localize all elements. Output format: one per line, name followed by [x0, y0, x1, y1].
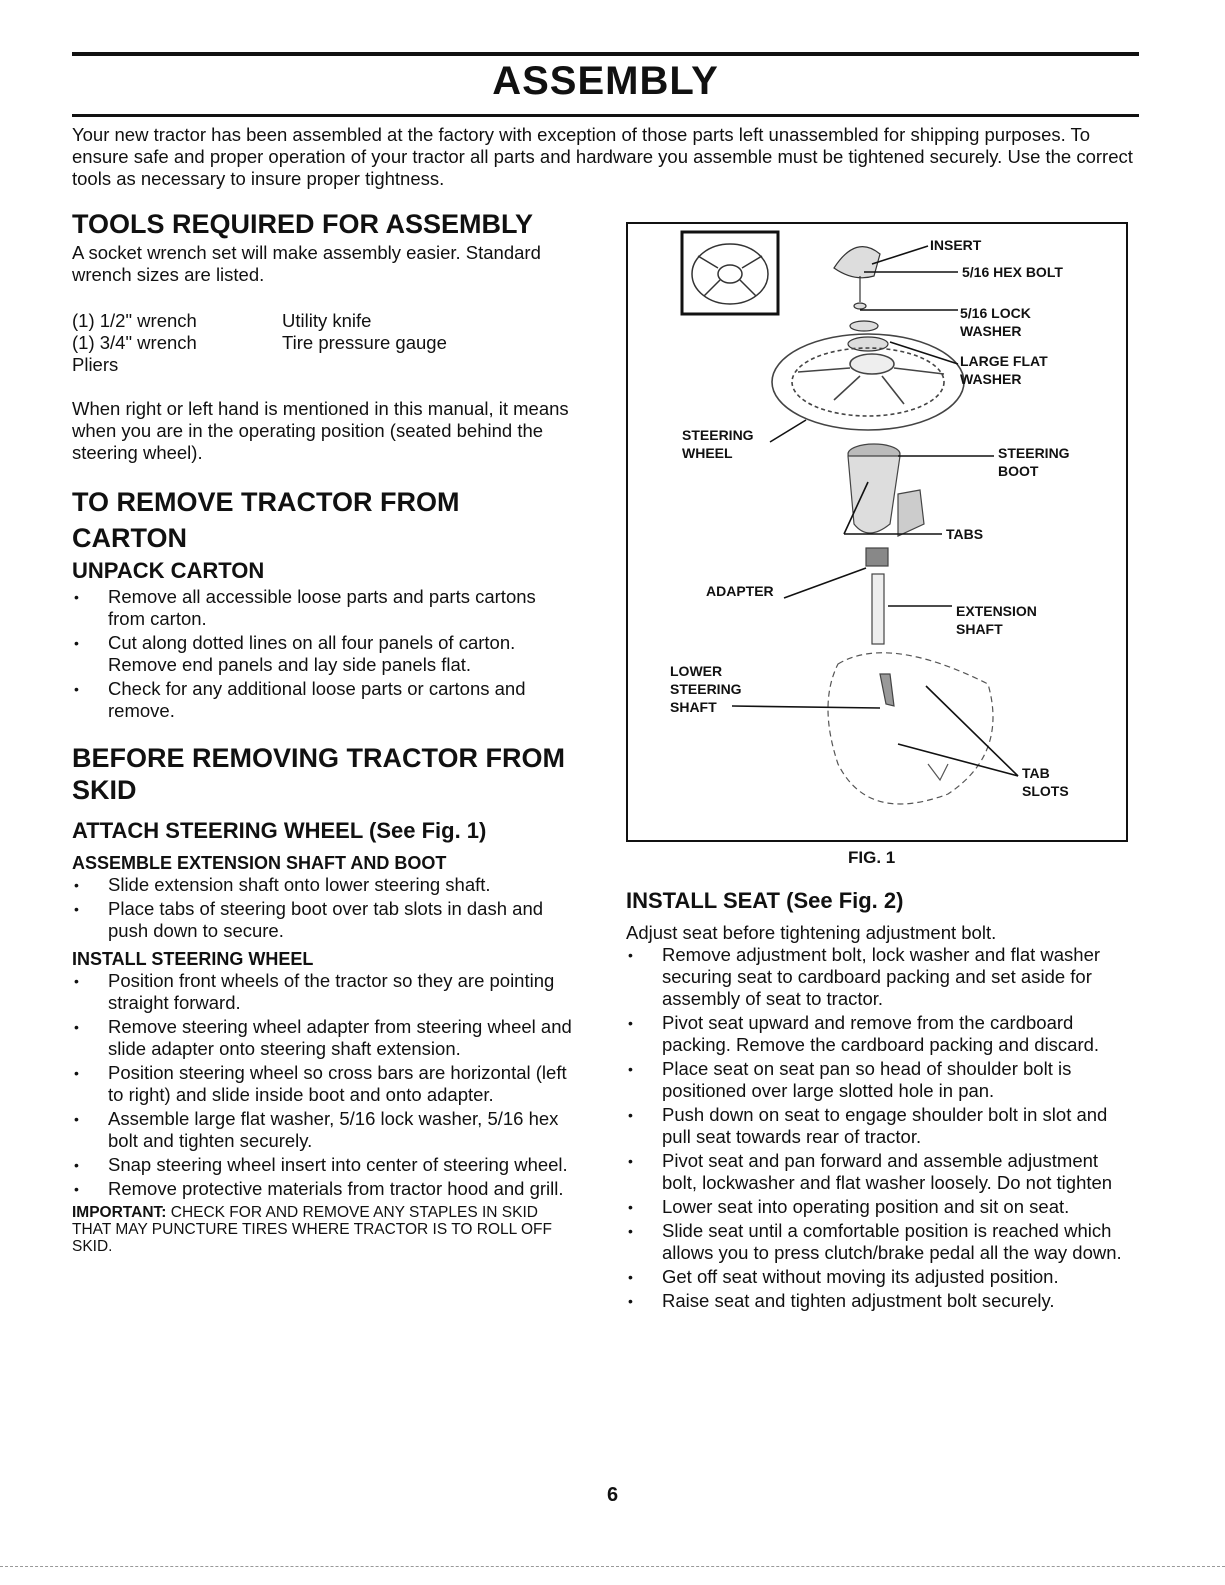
- tool-item: (1) 3/4" wrench: [72, 332, 197, 353]
- tool-item: Tire pressure gauge: [282, 332, 447, 353]
- label-steering-boot-1: STEERING: [998, 445, 1070, 461]
- shaft-list: [72, 874, 574, 942]
- top-rule: [72, 52, 1139, 56]
- inset-wheel-icon: [692, 244, 768, 304]
- wheel-heading: INSTALL STEERING WHEEL: [72, 949, 314, 969]
- tools-list: [72, 310, 574, 376]
- list-item: • Raise seat and tighten adjustment bolt securely.: [626, 1290, 1138, 1312]
- figure-1: [626, 222, 1128, 842]
- right-column: [626, 888, 1138, 1314]
- label-lower-shaft-1: LOWER: [670, 663, 723, 679]
- label-flat-washer-1: LARGE FLAT: [960, 353, 1048, 369]
- label-extension-shaft-1: EXTENSION: [956, 603, 1037, 619]
- steering-wheel-part: [772, 334, 964, 430]
- label-steering-wheel-1: STEERING: [682, 427, 754, 443]
- label-adapter: ADAPTER: [706, 583, 774, 599]
- attach-heading: ATTACH STEERING WHEEL (See Fig. 1): [72, 818, 487, 843]
- figure-caption: FIG. 1: [848, 848, 896, 867]
- label-flat-washer-2: WASHER: [960, 371, 1022, 387]
- page-number: 6: [606, 1484, 619, 1506]
- list-item: • Position front wheels of the tractor so they are pointing straight forward.: [72, 970, 574, 1014]
- list-item: • Push down on seat to engage shoulder bolt in slot and pull seat towards rear of tractor.: [626, 1104, 1138, 1148]
- hand-note: When right or left hand is mentioned in this manual, it means when you are in the operating position (seated behind the steering wheel).: [72, 398, 569, 463]
- wheel-list: [72, 970, 574, 1200]
- tool-item: [282, 354, 574, 376]
- before-heading: BEFORE REMOVING TRACTOR FROM SKID: [72, 743, 566, 805]
- label-steering-wheel-2: WHEEL: [682, 445, 733, 461]
- label-lower-shaft-3: SHAFT: [670, 699, 717, 715]
- list-item: • Get off seat without moving its adjusted position.: [626, 1266, 1138, 1288]
- label-steering-boot-2: BOOT: [998, 463, 1039, 479]
- extension-shaft-part: [866, 548, 894, 706]
- tool-item: Pliers: [72, 354, 119, 375]
- list-item: • Check for any additional loose parts or cartons and remove.: [72, 678, 574, 722]
- list-item: • Pivot seat upward and remove from the cardboard packing. Remove the cardboard packing and discard.: [626, 1012, 1138, 1056]
- steering-assembly-diagram: [628, 224, 1126, 840]
- scan-edge: [0, 1566, 1225, 1567]
- list-item: • Cut along dotted lines on all four panels of carton. Remove end panels and lay side panels flat.: [72, 632, 574, 676]
- title-rule: [72, 114, 1139, 117]
- shaft-heading: ASSEMBLE EXTENSION SHAFT AND BOOT: [72, 853, 447, 873]
- steering-boot-part: [848, 444, 924, 536]
- label-tab-slots-1: TAB: [1022, 765, 1050, 781]
- label-extension-shaft-2: SHAFT: [956, 621, 1003, 637]
- unpack-heading: UNPACK CARTON: [72, 558, 265, 583]
- list-item: • Assemble large flat washer, 5/16 lock washer, 5/16 hex bolt and tighten securely.: [72, 1108, 574, 1152]
- list-item: • Position steering wheel so cross bars are horizontal (left to right) and slide inside boot and onto adapter.: [72, 1062, 574, 1106]
- intro-paragraph: Your new tractor has been assembled at the factory with exception of those parts left unassembled for shipping purposes. To ensure safe and proper operation of your tractor all parts and hardware you assemble must be tightened securely. Use the correct tools as necessary to insure proper tightness.: [72, 124, 1133, 189]
- tool-item: Utility knife: [282, 310, 372, 331]
- list-item: • Place seat on seat pan so head of shoulder bolt is positioned over large slotted hole in pan.: [626, 1058, 1138, 1102]
- list-item: • Lower seat into operating position and sit on seat.: [626, 1196, 1138, 1218]
- unpack-list: [72, 586, 574, 722]
- page-title: ASSEMBLY: [492, 59, 719, 103]
- label-lower-shaft-2: STEERING: [670, 681, 742, 697]
- important-label: IMPORTANT:: [72, 1204, 167, 1221]
- seat-heading: INSTALL SEAT (See Fig. 2): [626, 888, 904, 913]
- label-lock-washer-1: 5/16 LOCK: [960, 305, 1031, 321]
- tools-heading: TOOLS REQUIRED FOR ASSEMBLY: [72, 209, 534, 239]
- important-text: CHECK FOR AND REMOVE ANY STAPLES IN SKID THAT MAY PUNCTURE TIRES WHERE TRACTOR IS TO ROLL OFF SKID.: [72, 1204, 552, 1255]
- list-item: • Snap steering wheel insert into center of steering wheel.: [72, 1154, 574, 1176]
- tools-text: A socket wrench set will make assembly easier. Standard wrench sizes are listed.: [72, 242, 541, 285]
- remove-heading: TO REMOVE TRACTOR FROM CARTON: [72, 487, 460, 553]
- list-item: • Remove adjustment bolt, lock washer and flat washer securing seat to cardboard packing and set aside for assembly of seat to tractor.: [626, 944, 1138, 1010]
- label-lock-washer-2: WASHER: [960, 323, 1022, 339]
- list-item: • Pivot seat and pan forward and assemble adjustment bolt, lockwasher and flat washer loosely. Do not tighten: [626, 1150, 1138, 1194]
- left-column: [72, 208, 574, 1255]
- list-item: • Place tabs of steering boot over tab slots in dash and push down to secure.: [72, 898, 574, 942]
- list-item: • Slide extension shaft onto lower steering shaft.: [72, 874, 574, 896]
- tool-item: (1) 1/2" wrench: [72, 310, 197, 331]
- seat-text: Adjust seat before tightening adjustment bolt.: [626, 922, 997, 943]
- important-note: [72, 1204, 574, 1255]
- list-item: • Remove protective materials from tractor hood and grill.: [72, 1178, 574, 1200]
- label-tab-slots-2: SLOTS: [1022, 783, 1069, 799]
- seat-list: [626, 944, 1138, 1312]
- list-item: • Remove steering wheel adapter from steering wheel and slide adapter onto steering shaft extension.: [72, 1016, 574, 1060]
- label-insert: INSERT: [930, 237, 982, 253]
- label-tabs: TABS: [946, 526, 984, 542]
- list-item: • Slide seat until a comfortable position is reached which allows you to press clutch/brake pedal all the way down.: [626, 1220, 1138, 1264]
- list-item: • Remove all accessible loose parts and parts cartons from carton.: [72, 586, 574, 630]
- label-hex-bolt: 5/16 HEX BOLT: [962, 264, 1063, 280]
